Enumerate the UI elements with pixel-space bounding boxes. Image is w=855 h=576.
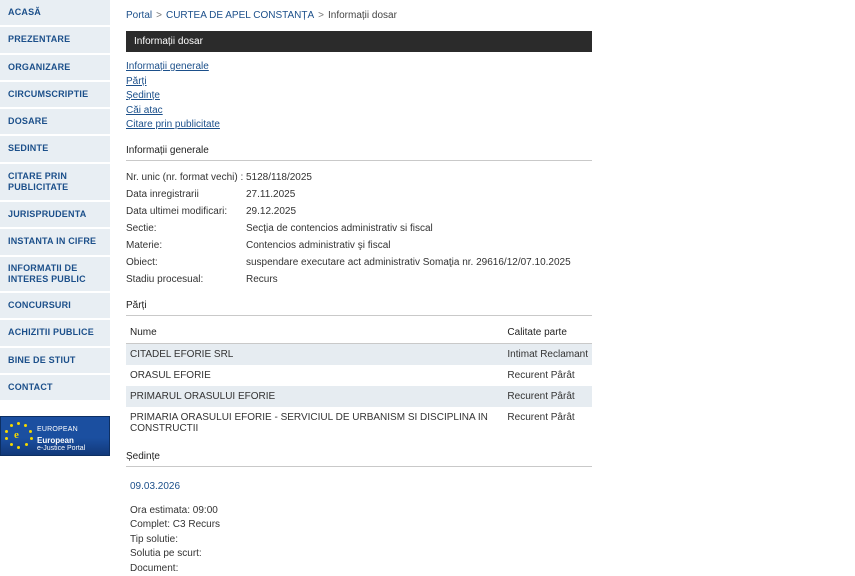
party-quality: Intimat Reclamant	[503, 343, 592, 365]
sidebar-item-label[interactable]: INSTANTA IN CIFRE	[0, 229, 110, 255]
table-header-row	[126, 324, 592, 344]
party-name: PRIMARIA ORASULUI EFORIE - SERVICIUL DE URBANISM SI DISCIPLINA IN CONSTRUCTII	[126, 407, 503, 439]
sedinta-date[interactable]: 09.03.2026	[130, 481, 841, 492]
section-title-sedinte: Ședințe	[126, 451, 592, 467]
column-header-nume: Nume	[126, 324, 503, 344]
sidebar	[0, 0, 110, 514]
sidebar-item-citare-prin-publicitate[interactable]	[0, 164, 110, 203]
party-quality: Recurent Pârât	[503, 365, 592, 386]
sidebar-item-label[interactable]: INFORMATII DE INTERES PUBLIC	[0, 257, 110, 293]
breadcrumb-separator: >	[318, 10, 324, 21]
sedinta-ora-estimata: Ora estimata: 09:00	[130, 504, 841, 519]
parti-table	[126, 324, 592, 439]
general-info-table	[126, 169, 592, 288]
e-justice-portal-banner[interactable]	[0, 416, 110, 456]
sedinta-complet: Complet: C3 Recurs	[130, 518, 841, 533]
row-value: suspendare executare act administrativ Somaţia nr. 29616/12/07.10.2025	[246, 254, 592, 271]
sedinta-solutia-pe-scurt: Solutia pe scurt:	[130, 547, 841, 562]
sidebar-item-organizare[interactable]	[0, 55, 110, 82]
breadcrumb-item-current: Informații dosar	[328, 10, 397, 21]
row-label: Obiect:	[126, 254, 246, 271]
row-value: 29.12.2025	[246, 203, 592, 220]
row-label: Nr. unic (nr. format vechi) :	[126, 169, 246, 186]
table-row	[126, 271, 592, 288]
sidebar-item-jurisprudenta[interactable]	[0, 202, 110, 229]
breadcrumb-item-portal[interactable]: Portal	[126, 10, 152, 21]
jump-link-parti[interactable]: Părți	[126, 75, 841, 90]
sidebar-item-label[interactable]: JURISPRUDENTA	[0, 202, 110, 228]
row-value: Recurs	[246, 271, 592, 288]
sidebar-item-label[interactable]: CIRCUMSCRIPTIE	[0, 82, 110, 108]
sidebar-item-bine-de-stiut[interactable]	[0, 348, 110, 375]
row-value: Secţia de contencios administrativ si fiscal	[246, 220, 592, 237]
sidebar-item-label[interactable]: SEDINTE	[0, 136, 110, 162]
breadcrumb-separator: >	[156, 10, 162, 21]
sedinta-document: Document:	[130, 562, 841, 576]
sidebar-item-contact[interactable]	[0, 375, 110, 402]
sedinta-details	[130, 504, 841, 576]
row-label: Data inregistrarii	[126, 186, 246, 203]
e-justice-e-icon: e	[14, 429, 19, 441]
table-row	[126, 169, 592, 186]
sidebar-item-label[interactable]: CONTACT	[0, 375, 110, 401]
sidebar-item-label[interactable]: DOSARE	[0, 109, 110, 135]
sidebar-item-prezentare[interactable]	[0, 27, 110, 54]
table-row	[126, 254, 592, 271]
row-value: Contencios administrativ şi fiscal	[246, 237, 592, 254]
jump-link-cai-atac[interactable]: Căi atac	[126, 104, 841, 119]
table-row	[126, 220, 592, 237]
sidebar-nav	[0, 0, 110, 402]
sidebar-item-informatii-de-interes-public[interactable]	[0, 257, 110, 294]
sidebar-item-concursuri[interactable]	[0, 293, 110, 320]
sidebar-item-label[interactable]: ACASĂ	[0, 0, 110, 26]
row-value: 5128/118/2025	[246, 169, 592, 186]
row-label: Stadiu procesual:	[126, 271, 246, 288]
jump-links	[126, 60, 841, 133]
party-name: ORASUL EFORIE	[126, 365, 503, 386]
banner-line2: European	[37, 436, 74, 445]
table-row	[126, 203, 592, 220]
table-row	[126, 237, 592, 254]
main-content	[110, 0, 855, 514]
sidebar-item-circumscriptie[interactable]	[0, 82, 110, 109]
party-name: PRIMARUL ORASULUI EFORIE	[126, 386, 503, 407]
sidebar-item-instanta-in-cifre[interactable]	[0, 229, 110, 256]
table-row	[126, 365, 592, 386]
sidebar-item-achizitii-publice[interactable]	[0, 320, 110, 347]
sidebar-item-label[interactable]: ORGANIZARE	[0, 55, 110, 81]
row-label: Materie:	[126, 237, 246, 254]
party-quality: Recurent Pârât	[503, 407, 592, 439]
sidebar-item-sedinte[interactable]	[0, 136, 110, 163]
sidebar-item-label[interactable]: CONCURSURI	[0, 293, 110, 319]
breadcrumb-item-curtea-de-apel[interactable]: CURTEA DE APEL CONSTANȚA	[166, 10, 314, 21]
sidebar-item-acasa[interactable]	[0, 0, 110, 27]
sidebar-item-label[interactable]: PREZENTARE	[0, 27, 110, 53]
sidebar-item-dosare[interactable]	[0, 109, 110, 136]
jump-link-informatii-generale[interactable]: Informații generale	[126, 60, 841, 75]
sidebar-item-label[interactable]: BINE DE STIUT	[0, 348, 110, 374]
row-label: Sectie:	[126, 220, 246, 237]
section-title-informatii-generale: Informații generale	[126, 145, 592, 161]
sidebar-item-label[interactable]: CITARE PRIN PUBLICITATE	[0, 164, 110, 202]
party-name: CITADEL EFORIE SRL	[126, 343, 503, 365]
page-title: Informații dosar	[126, 31, 592, 52]
sedinta-tip-solutie: Tip solutie:	[130, 533, 841, 548]
banner-line1: EUROPEAN	[37, 426, 78, 433]
table-row	[126, 186, 592, 203]
jump-link-citare-prin-publicitate[interactable]: Citare prin publicitate	[126, 118, 841, 133]
sidebar-item-label[interactable]: ACHIZITII PUBLICE	[0, 320, 110, 346]
breadcrumb	[126, 10, 841, 21]
row-label: Data ultimei modificari:	[126, 203, 246, 220]
table-row	[126, 343, 592, 365]
jump-link-sedinte[interactable]: Ședințe	[126, 89, 841, 104]
row-value: 27.11.2025	[246, 186, 592, 203]
eu-stars-icon	[5, 422, 33, 450]
table-row	[126, 386, 592, 407]
column-header-calitate-parte: Calitate parte	[503, 324, 592, 344]
party-quality: Recurent Pârât	[503, 386, 592, 407]
banner-line3: e-Justice Portal	[37, 445, 85, 452]
table-row	[126, 407, 592, 439]
section-title-parti: Părți	[126, 300, 592, 316]
